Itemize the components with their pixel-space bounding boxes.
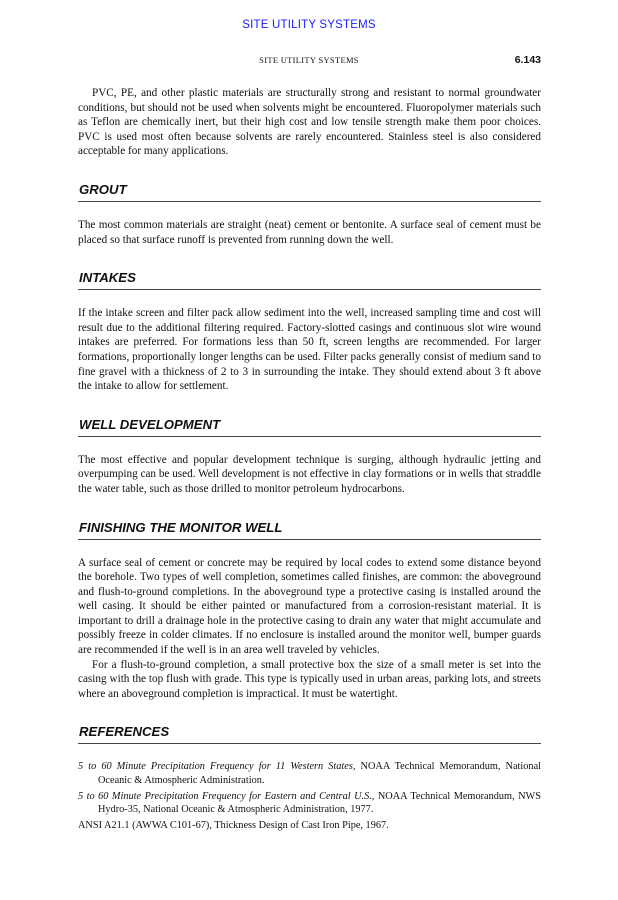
page-body: [78, 86, 541, 832]
site-link[interactable]: SITE UTILITY SYSTEMS: [242, 19, 376, 31]
reference-title: 5 to 60 Minute Precipitation Frequency for Eastern and Central U.S.,: [78, 790, 375, 802]
well-development-paragraph: The most effective and popular development technique is surging, although hydraulic jetting and overpumping can be used. Well development is not effective in clay formations or in wells that straddle the water table, such as those drilled to monitor petroleum hydrocarbons.: [78, 453, 541, 495]
running-head: SITE UTILITY SYSTEMS: [259, 55, 359, 65]
grout-paragraph: The most common materials are straight (neat) cement or bentonite. A surface seal of cement must be placed so that surface runoff is prevented from running down the well.: [78, 218, 541, 246]
intro-paragraph: PVC, PE, and other plastic materials are structurally strong and resistant to normal groundwater conditions, but should not be used when solvents might be encountered. Fluoropolymer materials such as Teflon are chemically inert, but their high cost and low tensile strength make them poor choices. PVC is used most often because solvents are rarely encountered. Stainless steel is also considered acceptable for many applications.: [78, 87, 541, 158]
section-heading-finishing: FINISHING THE MONITOR WELL: [78, 519, 541, 540]
section-heading-references: REFERENCES: [78, 723, 541, 744]
page-number: 6.143: [514, 54, 541, 66]
section-heading-well-development: WELL DEVELOPMENT: [78, 416, 541, 437]
intakes-paragraph: If the intake screen and filter pack allow sediment into the well, increased sampling time and cost will result due to the additional filtering required. Factory-slotted casings and continuous slot wire wound intakes are preferred. For formations less than 50 ft, screen lengths are recommended. For larger formations, proportionally longer lengths can be used. Filter packs generally consist of medium sand to fine gravel with a thickness of 2 to 3 in surrounding the intake. They should extend about 3 ft above the intake to allow for settlement.: [78, 307, 541, 393]
reference-text: NOAA Technical Memorandum, NWS Hydro-35, National Oceanic & Atmospheric Administration, 1977.: [98, 790, 541, 816]
reference-text: ANSI A21.1 (AWWA C101-67), Thickness Design of Cast Iron Pipe, 1967.: [78, 820, 389, 832]
reference-item: [78, 819, 541, 832]
reference-item: [78, 790, 541, 816]
reference-title: 5 to 60 Minute Precipitation Frequency for 11 Western States,: [78, 761, 356, 773]
finishing-paragraph-1: A surface seal of cement or concrete may be required by local codes to extend some distance beyond the borehole. Two types of well completion, sometimes called finishes, are common: the aboveground and flush-to-ground completions. In the aboveground type a protective casing is installed around the well casing. It should be either painted or manufactured from a corrosion-resistant material. It is important to drill a drainage hole in the protective casing to drain any water that might accumulate and possibly freeze in colder climates. If no enclosure is installed around the monitor well, bumper guards are recommended if the well is in an area well traveled by vehicles.: [78, 556, 541, 657]
reference-item: [78, 760, 541, 786]
reference-text: NOAA Technical Memorandum, National Oceanic & Atmospheric Administration.: [98, 761, 541, 786]
section-heading-grout: GROUT: [78, 181, 541, 202]
finishing-paragraph-2: For a flush-to-ground completion, a small protective box the size of a small meter is set into the casing with the top flush with grade. This type is typically used in urban areas, parking lots, and streets where an aboveground completion is impractical. It must be watertight.: [78, 658, 541, 700]
section-heading-intakes: INTAKES: [78, 269, 541, 290]
